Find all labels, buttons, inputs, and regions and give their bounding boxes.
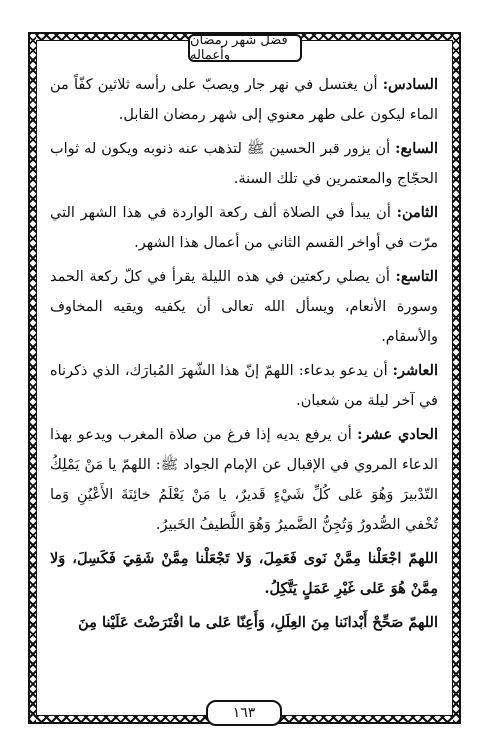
paragraph-text: اللهمّ صَحِّحْ أَبْدانَنا مِنَ العِلَلِ، وَأَعِنّا عَلى ما افْتَرَضْتَ عَلَيْنا مِنَ [78,614,438,631]
page-number-box [206,700,282,726]
paragraph-text: أن يصلي ركعتين في هذه الليلة يقرأ في كلّ ركعة الحمد وسورة الأنعام، ويسأل الله تعالى أن يكفيه ويقيه المخاوف والأسقام. [50,269,438,345]
supplication-paragraph [50,544,438,604]
paragraph-label: العاشر: [392,362,438,379]
paragraph-eleventh [50,420,438,540]
paragraph-text: أن يدعو بدعاء: اللهمّ إنّ هذا الشّهرَ المُبارَك، الذي ذكرناه في آخر ليلة من شعبان. [50,363,438,409]
supplication-paragraph [50,608,438,638]
header-title: فضل شهر رمضان وأعماله [190,33,288,63]
paragraph-label: السادس: [382,76,438,93]
paragraph-seventh [50,134,438,194]
page-body [50,70,438,690]
paragraph-text: أن يغتسل في نهر جار ويصبّ على رأسه ثلاثين كفّاً من الماء ليكون على طهر معنوي إلى شهر رمضان القابل. [50,77,438,123]
paragraph-ninth [50,262,438,352]
paragraph-tenth [50,356,438,416]
paragraph-eighth [50,198,438,258]
paragraph-sixth [50,70,438,130]
paragraph-text: أن يبدأ في الصلاة ألف ركعة الواردة في هذا الشهر التي مرّت في أواخر القسم الثاني من أعمال هذا الشهر. [50,205,438,251]
paragraph-text: أن يرفع يديه إذا فرغ من صلاة المغرب ويدعو بهذا الدعاء المروي في الإقبال عن الإمام الجواد ﷺ: اللهمّ يا مَنْ يَمْلِكُ التّدْبيرَ وَهُوَ عَلى كُلِّ شَيْءٍ قَديرٌ، يا مَنْ يَعْلَمُ خائِنَةَ الأَعْيُنِ وَما تُخْفي الصُّدورُ وَتُجِنُّ الضَّميرُ وَهُوَ اللَّطيفُ الخَبيرُ. [50,427,438,533]
paragraph-label: التاسع: [395,268,438,285]
running-header [188,34,302,62]
paragraph-label: الحادي عشر: [357,426,438,443]
paragraph-label: السابع: [395,140,438,157]
paragraph-text: أن يزور قبر الحسين ﷺ لتذهب عنه ذنوبه ويكون له ثواب الحجّاج والمعتمرين في تلك السنة. [50,141,438,187]
paragraph-text: اللهمّ اجْعَلْنا مِمَّنْ نَوى فَعَمِلَ، وَلا تَجْعَلْنا مِمَّنْ شَقِيَ فَكَسِلَ، وَلا مِمَّنْ هُوَ عَلى غَيْرِ عَمَلٍ يَتَّكِلُ. [50,550,438,597]
page-number: ١٦٣ [232,705,256,721]
paragraph-label: الثامن: [396,204,438,221]
